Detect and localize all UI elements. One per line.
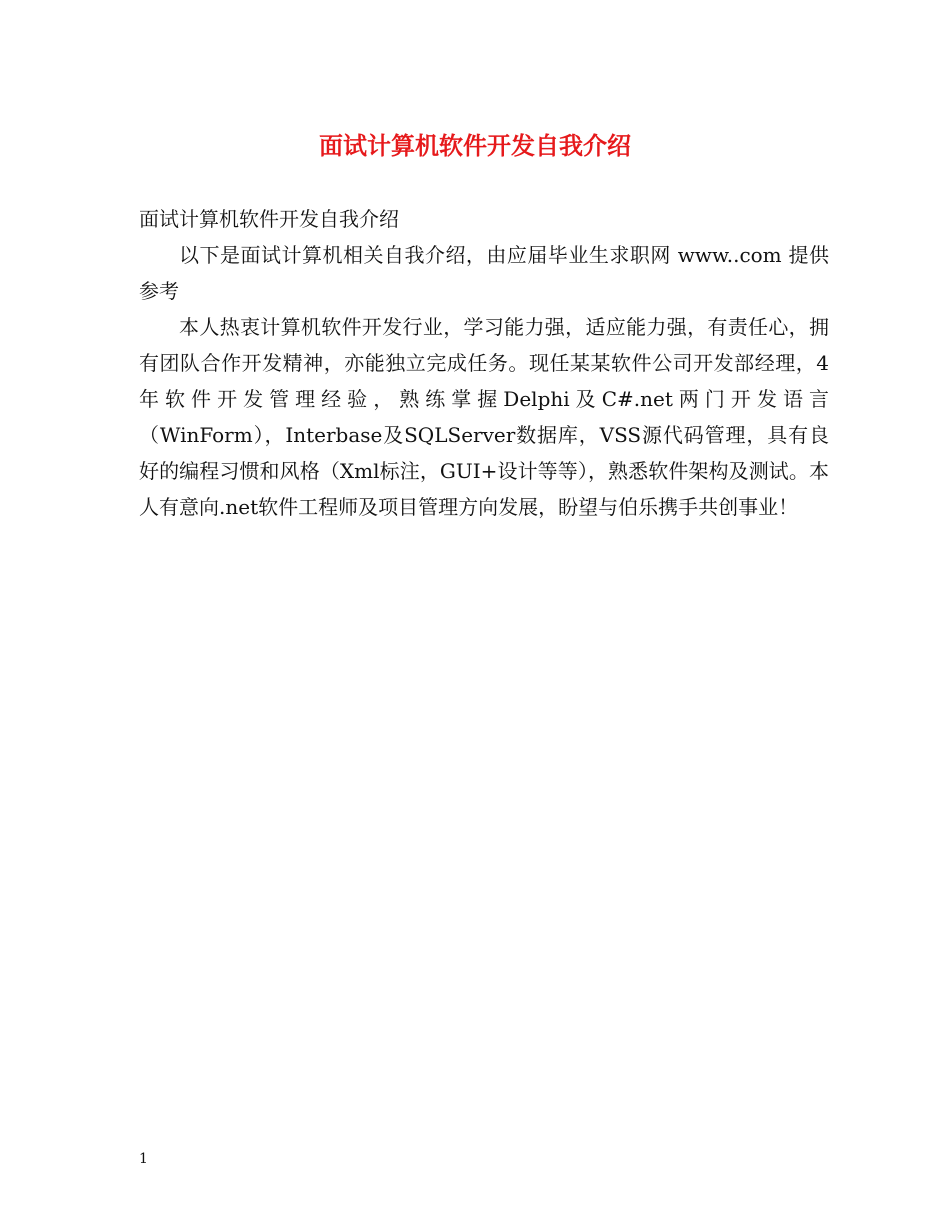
- document-body: [139, 201, 829, 525]
- page-number: 1: [139, 1151, 148, 1167]
- intro-paragraph: 以下是面试计算机相关自我介绍，由应届毕业生求职网 www..com 提供参考: [139, 243, 829, 303]
- document-title: 面试计算机软件开发自我介绍: [319, 132, 631, 160]
- main-paragraph: 本人热衷计算机软件开发行业，学习能力强，适应能力强，有责任心，拥有团队合作开发精神，亦能独立完成任务。现任某某软件公司开发部经理，4年软件开发管理经验，熟练掌握Delphi及C#.net两门开发语言（WinForm），Interbase及SQLServer数据库，VSS源代码管理，具有良好的编程习惯和风格（Xml标注，GUI+设计等等），熟悉软件架构及测试。本人有意向.net软件工程师及项目管理方向发展，盼望与伯乐携手共创事业！: [139, 315, 829, 519]
- document-heading-line: 面试计算机软件开发自我介绍: [139, 207, 399, 231]
